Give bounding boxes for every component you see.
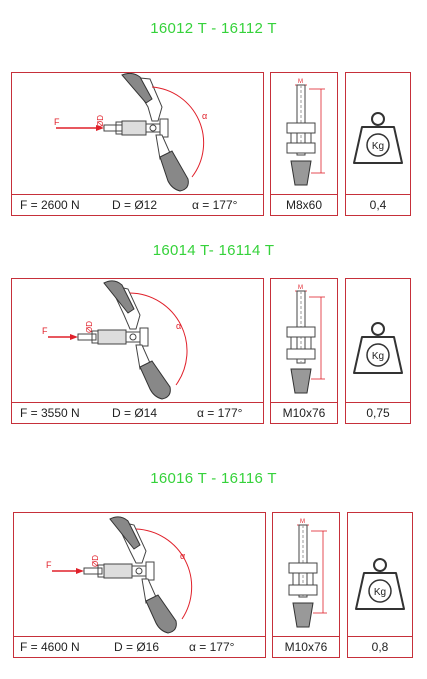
clamp-drawing-icon bbox=[12, 279, 263, 403]
clamp-drawing-panel bbox=[11, 72, 264, 216]
bolt-drawing-panel bbox=[270, 72, 338, 216]
spec-row bbox=[14, 636, 265, 657]
thread-mark-label: M bbox=[298, 79, 303, 85]
weight-panel bbox=[345, 278, 411, 424]
weight-panel bbox=[347, 512, 413, 658]
angle-spec: α = 177° bbox=[192, 198, 238, 212]
force-spec: F = 2600 N bbox=[20, 198, 80, 212]
weight-kg-icon bbox=[346, 279, 410, 403]
weight-kg-icon bbox=[348, 513, 412, 637]
diameter-spec: D = Ø12 bbox=[112, 198, 158, 212]
diameter-spec: D = Ø16 bbox=[114, 640, 160, 654]
product-title: 16014 T- 16114 T bbox=[152, 242, 275, 259]
diameter-label: ØD bbox=[85, 321, 94, 333]
bolt-drawing-icon bbox=[273, 513, 339, 637]
weight-value: 0,8 bbox=[348, 636, 412, 657]
weight-unit-label: Kg bbox=[373, 587, 387, 598]
weight-unit-label: Kg bbox=[371, 351, 385, 362]
diameter-label: ØD bbox=[91, 555, 100, 567]
bolt-drawing-panel bbox=[272, 512, 340, 658]
angle-label: α bbox=[176, 321, 182, 331]
weight-unit-label: Kg bbox=[371, 141, 385, 152]
product-title: 16016 T - 16116 T bbox=[150, 470, 277, 487]
clamp-drawing-icon bbox=[14, 513, 265, 637]
angle-spec: α = 177° bbox=[189, 640, 235, 654]
clamp-drawing-panel bbox=[11, 278, 264, 424]
spec-row bbox=[12, 194, 263, 215]
thread-value: M8x60 bbox=[271, 194, 337, 215]
bolt-drawing-icon bbox=[271, 73, 337, 195]
spec-row bbox=[12, 402, 263, 423]
angle-label: α bbox=[180, 551, 186, 561]
bolt-drawing-panel bbox=[270, 278, 338, 424]
product-title: 16012 T - 16112 T bbox=[150, 20, 277, 37]
thread-mark-label: M bbox=[298, 285, 303, 291]
force-label: F bbox=[54, 117, 60, 127]
thread-value: M10x76 bbox=[271, 402, 337, 423]
thread-value: M10x76 bbox=[273, 636, 339, 657]
clamp-drawing-icon bbox=[12, 73, 263, 195]
thread-mark-label: M bbox=[300, 519, 305, 525]
clamp-drawing-panel bbox=[13, 512, 266, 658]
diameter-label: ØD bbox=[96, 115, 105, 127]
weight-kg-icon bbox=[346, 73, 410, 195]
angle-spec: α = 177° bbox=[197, 406, 243, 420]
weight-value: 0,75 bbox=[346, 402, 410, 423]
angle-label: α bbox=[202, 111, 208, 121]
diameter-spec: D = Ø14 bbox=[112, 406, 158, 420]
force-label: F bbox=[42, 326, 48, 336]
weight-panel bbox=[345, 72, 411, 216]
force-label: F bbox=[46, 560, 52, 570]
force-spec: F = 3550 N bbox=[20, 406, 80, 420]
force-spec: F = 4600 N bbox=[20, 640, 80, 654]
bolt-drawing-icon bbox=[271, 279, 337, 403]
weight-value: 0,4 bbox=[346, 194, 410, 215]
